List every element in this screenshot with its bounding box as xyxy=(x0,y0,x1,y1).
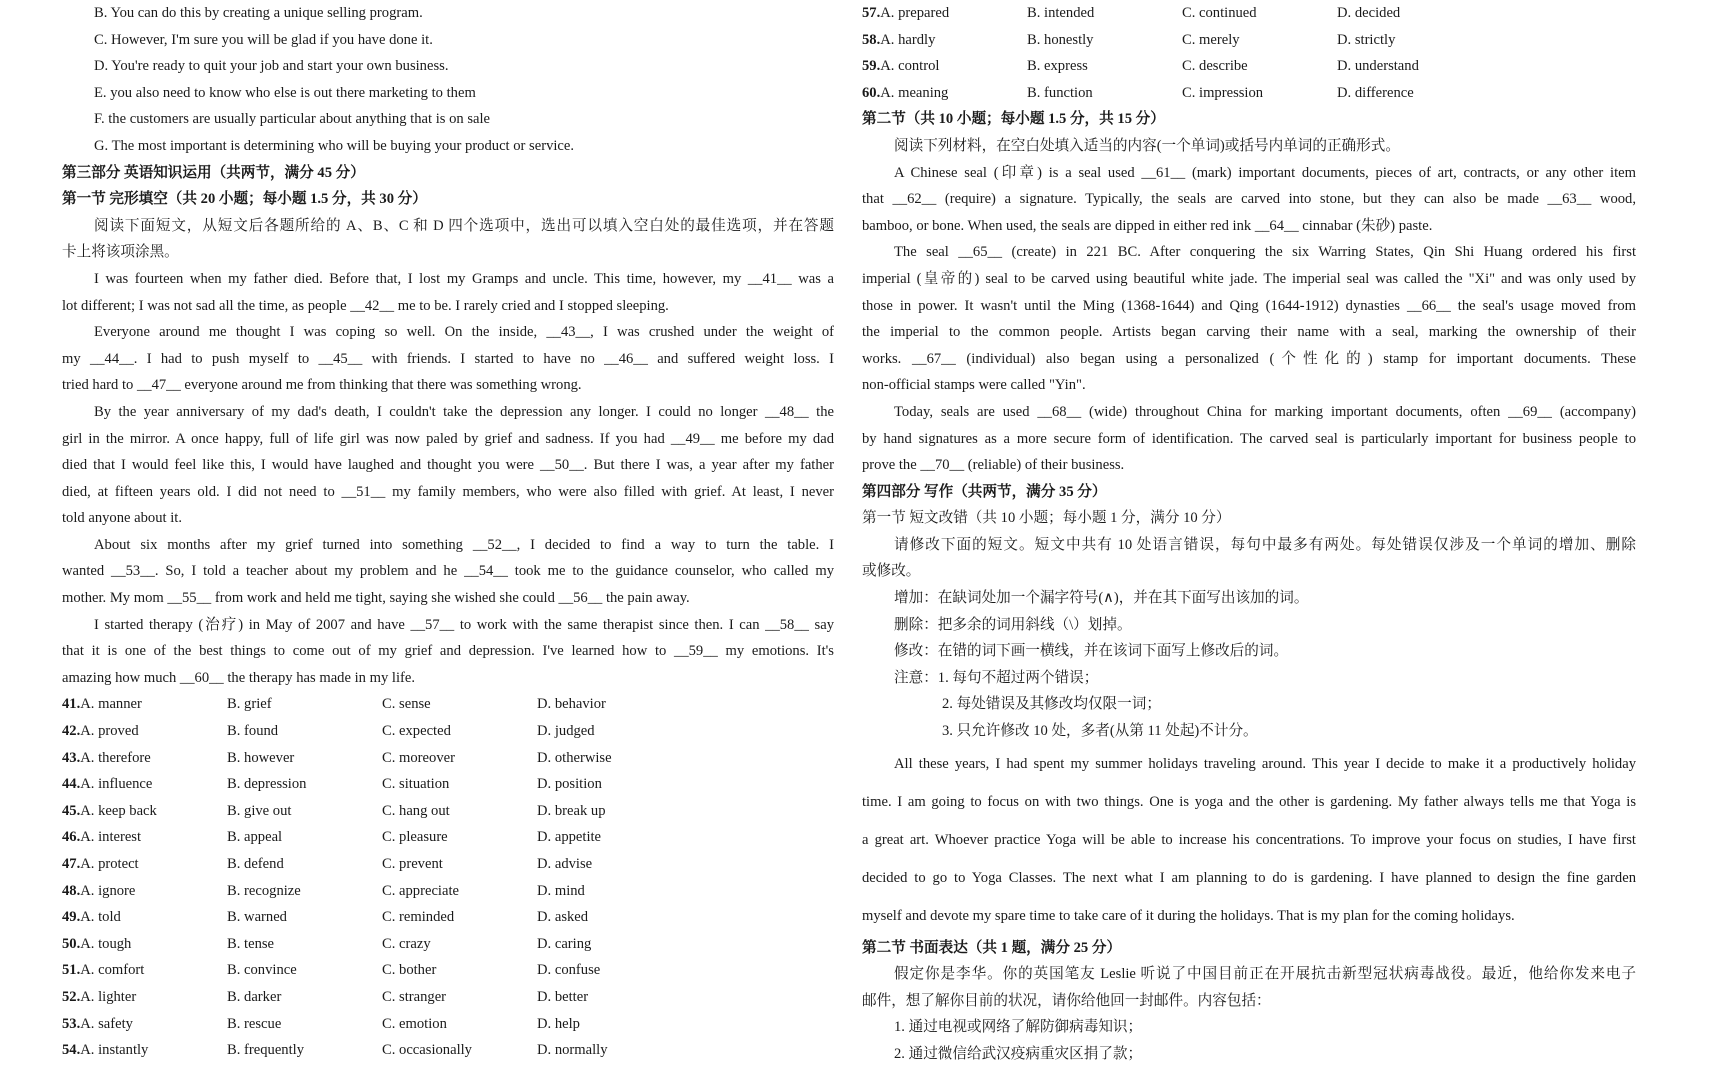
correction-rule-modify: 修改：在错的词下画一横线，并在该词下面写上修改后的词。 xyxy=(894,643,1289,660)
cloze-instruction: 阅读下面短文，从短文后各题所给的 A、B、C 和 D 四个选项中，选出可以填入空白处的最佳选项，并在答题 xyxy=(94,217,834,234)
choice-row: 45.A. keep back B. give out C. hang out D. break up xyxy=(62,802,606,819)
choice-row: 49.A. told B. warned C. reminded D. asked xyxy=(62,909,589,926)
correction-rule-add: 增加：在缺词处加一个漏字符号(∧)，并在其下面写出该加的词。 xyxy=(894,590,1309,607)
cloze-line: my __44__. I had to push myself to __45__ with friends. I started to have no __46__ and suffered weight loss. I xyxy=(62,350,834,367)
choice-row: 58.A. hardly B. honestly C. merely D. strictly xyxy=(862,31,1396,48)
cloze-line: By the year anniversary of my dad's death, I couldn't take the depression any longer. I could no longer __48__ the xyxy=(94,403,834,420)
section1-heading: 第一节 完形填空（共 20 小题；每小题 1.5 分，共 30 分） xyxy=(62,191,427,208)
grammar-line: those in power. It wasn't until the Ming (1368-1644) and Qing (1644-1912) dynasties __66__ the seal's usage moved from xyxy=(862,297,1636,314)
correction-instruction: 请修改下面的短文。短文中共有 10 处语言错误，每句中最多有两处。每处错误仅涉及一个单词的增加、删除 xyxy=(894,536,1636,553)
correction-note: 2. 每处错误及其修改均仅限一词； xyxy=(942,696,1161,713)
choice-row: 53.A. safety B. rescue C. emotion D. help xyxy=(62,1015,580,1032)
cloze-instruction-cont: 卡上将该项涂黑。 xyxy=(62,244,179,261)
writing-point: 1. 通过电视或网络了解防御病毒知识； xyxy=(894,1019,1143,1036)
cloze-line: died, at fifteen years old. I did not need to __51__ my family members, who were also filled with grief. At least, I never xyxy=(62,483,834,500)
grammar-line: by hand signatures as a more secure form of identification. The carved seal is particularly important for business people to xyxy=(862,430,1636,447)
choice-row: 42.A. proved B. found C. expected D. judged xyxy=(62,723,595,740)
grammar-line: non-official stamps were called "Yin". xyxy=(862,377,1086,394)
passage-line: time. I am going to focus on with two things. One is yoga and the other is gardening. My father always tells me that Yoga is xyxy=(862,793,1636,810)
grammar-line: The seal __65__ (create) in 221 BC. After conquering the six Warring States, Qin Shi Huang ordered his first xyxy=(894,244,1636,261)
left-column xyxy=(62,0,834,1064)
passage-line: myself and devote my spare time to take care of it during the holidays. That is my plan for the coming holidays. xyxy=(862,907,1515,924)
choice-row: 52.A. lighter B. darker C. stranger D. better xyxy=(62,988,589,1005)
option-f: F. the customers are usually particular about anything that is on sale xyxy=(94,111,491,128)
passage-line: decided to go to Yoga Classes. The next what I am planning to do is gardening. I have planned to design the fine garden xyxy=(862,869,1636,886)
correction-heading: 第一节 短文改错（共 10 小题；每小题 1 分，满分 10 分） xyxy=(862,510,1231,527)
option-g: G. The most important is determining who will be buying your product or service. xyxy=(94,137,575,154)
cloze-line: told anyone about it. xyxy=(62,510,182,527)
writing-heading: 第二节 书面表达（共 1 题，满分 25 分） xyxy=(862,939,1122,956)
grammar-line: prove the __70__ (reliable) of their business. xyxy=(862,457,1125,474)
grammar-line: A Chinese seal (印章) is a seal used __61__ (mark) important documents, pieces of art, contracts, or any other item xyxy=(894,164,1636,181)
writing-line: 邮件，想了解你目前的状况，请你给他回一封邮件。内容包括： xyxy=(862,992,1271,1009)
choice-row: 46.A. interest B. appeal C. pleasure D. appetite xyxy=(62,829,602,846)
option-e: E. you also need to know who else is out there marketing to them xyxy=(94,84,476,101)
cloze-line: mother. My mom __55__ from work and held me tight, saying she wished she could __56__ the pain away. xyxy=(62,590,690,607)
grammar-line: works. __67__ (individual) also began using a personalized (个性化的) stamp for important documents. These xyxy=(862,350,1636,367)
choice-row: 44.A. influence B. depression C. situation D. position xyxy=(62,776,602,793)
grammar-line: Today, seals are used __68__ (wide) throughout China for marking important documents, often __69__ (accompany) xyxy=(894,403,1636,420)
cloze-line: amazing how much __60__ the therapy has made in my life. xyxy=(62,669,415,686)
option-d: D. You're ready to quit your job and start your own business. xyxy=(94,58,449,75)
correction-instruction: 或修改。 xyxy=(862,563,921,580)
choice-row: 59.A. control B. express C. describe D. understand xyxy=(862,58,1419,75)
choice-row: 54.A. instantly B. frequently C. occasionally D. normally xyxy=(62,1042,608,1059)
cloze-line: that it is one of the best things to come out of my grief and depression. I've learned how to __59__ my emotions. It's xyxy=(62,643,834,660)
grammar-line: bamboo, or bone. When used, the seals are dipped in either red ink __64__ cinnabar (朱砂) paste. xyxy=(862,217,1433,234)
correction-note: 3. 只允许修改 10 处，多者(从第 11 处起)不计分。 xyxy=(942,723,1258,740)
cloze-line: I was fourteen when my father died. Before that, I lost my Gramps and uncle. This time, however, my __41__ was a xyxy=(94,270,834,287)
grammar-line: the imperial to the common people. Artists began carving their name with a seal, marking the ownership of their xyxy=(862,324,1636,341)
choice-row: 48.A. ignore B. recognize C. appreciate D. mind xyxy=(62,882,585,899)
grammar-line: that __62__ (require) a signature. Typically, the seals are carved into stone, but they can also be made __63__ wood, xyxy=(862,191,1636,208)
choice-row: 51.A. comfort B. convince C. bother D. confuse xyxy=(62,962,601,979)
choice-row: 41.A. manner B. grief C. sense D. behavior xyxy=(62,696,606,713)
part4-heading: 第四部分 写作（共两节，满分 35 分） xyxy=(862,483,1107,500)
choice-row: 47.A. protect B. defend C. prevent D. advise xyxy=(62,856,593,872)
grammar-instruction: 阅读下列材料，在空白处填入适当的内容(一个单词)或括号内单词的正确形式。 xyxy=(894,137,1400,154)
cloze-line: tried hard to __47__ everyone around me from thinking that there was something wrong. xyxy=(62,377,582,394)
choice-row: 60.A. meaning B. function C. impression D. difference xyxy=(862,84,1414,101)
option-c: C. However, I'm sure you will be glad if you have done it. xyxy=(94,31,433,48)
part3-heading: 第三部分 英语知识运用（共两节，满分 45 分） xyxy=(62,164,365,181)
cloze-line: Everyone around me thought I was coping so well. On the inside, __43__, I was crushed under the weight of xyxy=(94,324,834,341)
cloze-line: I started therapy (治疗) in May of 2007 and have __57__ to work with the same therapist since then. I can __58__ say xyxy=(94,616,834,633)
cloze-line: died that I would feel like this, I would have laughed and thought you were __50__. But there I was, a year after my father xyxy=(62,457,834,474)
cloze-line: About six months after my grief turned into something __52__, I decided to find a way to turn the table. I xyxy=(94,536,834,553)
writing-point: 2. 通过微信给武汉疫病重灾区捐了款； xyxy=(894,1046,1143,1062)
cloze-line: wanted __53__. So, I told a teacher about my problem and he __54__ took me to the guidance counselor, who called my xyxy=(62,563,834,580)
correction-note: 注意：1. 每句不超过两个错误； xyxy=(894,669,1099,686)
choice-row: 57.A. prepared B. intended C. continued D. decided xyxy=(862,5,1401,21)
right-column xyxy=(862,0,1636,1068)
option-b: B. You can do this by creating a unique selling program. xyxy=(94,5,423,21)
passage-line: All these years, I had spent my summer holidays traveling around. This year I decide to make it a productively holiday xyxy=(894,755,1636,772)
choice-row: 50.A. tough B. tense C. crazy D. caring xyxy=(62,935,592,952)
grammar-line: imperial (皇帝的) seal to be carved using beautiful white jade. The imperial seal was called the "Xi" and was only used by xyxy=(862,270,1636,287)
correction-rule-delete: 删除：把多余的词用斜线（\）划掉。 xyxy=(894,616,1132,633)
section2-heading: 第二节（共 10 小题；每小题 1.5 分，共 15 分） xyxy=(862,111,1165,128)
cloze-line: lot different; I was not sad all the time, as people __42__ me to be. I rarely cried and I stopped sleeping. xyxy=(62,297,669,314)
choice-row: 43.A. therefore B. however C. moreover D. otherwise xyxy=(62,749,612,766)
cloze-line: girl in the mirror. A once happy, full of life girl was now paled by grief and sadness. If you had __49__ me before my dad xyxy=(62,430,834,447)
writing-line: 假定你是李华。你的英国笔友 Leslie 听说了中国目前正在开展抗击新型冠状病毒战役。最近，他给你发来电子 xyxy=(894,966,1636,983)
passage-line: a great art. Whoever practice Yoga will be able to increase his concentrations. To improve your focus on studies, I have first xyxy=(862,831,1636,848)
